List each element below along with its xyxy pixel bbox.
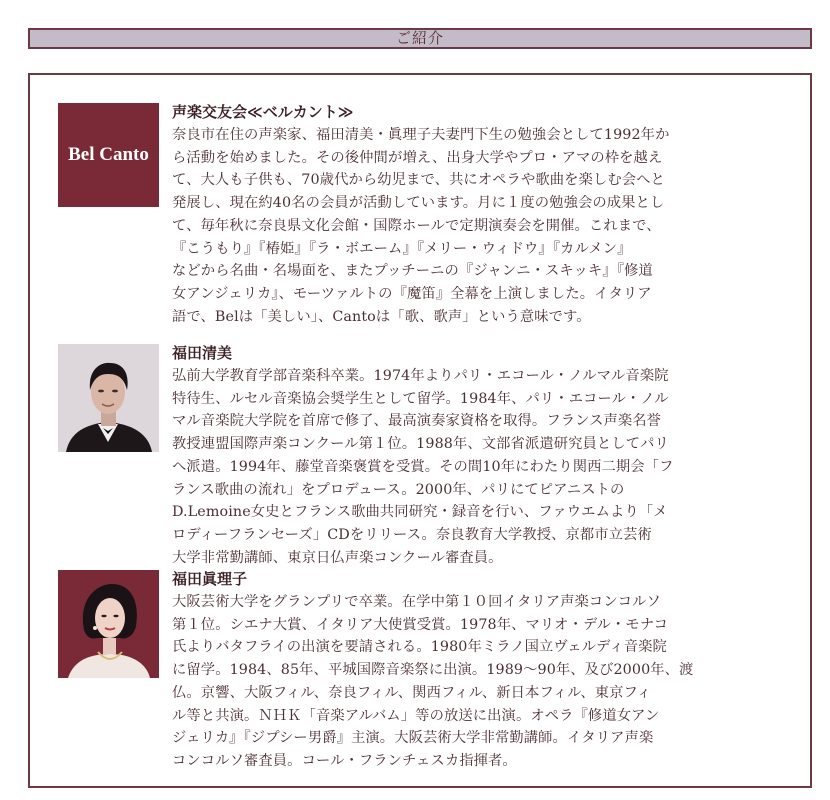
entry-mariko-fukuda — [58, 570, 778, 769]
text-line: 発展し、現在約40名の会員が活動しています。月に１度の勉強会の成果とし — [172, 195, 665, 212]
text-line: 『こうもり』『椿姫』『ラ・ボエーム』『メリー・ウィドウ』『カルメン』 — [172, 240, 632, 257]
text-line: 女アンジェリカ』、モーツァルトの『魔笛』全幕を上演しました。イタリア — [172, 285, 652, 302]
text-line: ら活動を始めました。その後仲間が増え、出身大学やプロ・アマの枠を越え — [172, 149, 663, 166]
text-line: ランス歌曲の流れ」をプロデュース。2000年、パリにてピアニストの — [172, 481, 625, 498]
entry-title: 福田清美 — [172, 344, 233, 362]
entry-title: 声楽交友会≪ベルカント≫ — [172, 103, 354, 121]
text-line: 教授連盟国際声楽コンクール第１位。1988年、文部省派遣研究員としてパリ — [172, 436, 669, 453]
portrait-woman-image — [58, 570, 159, 678]
entry-bel-canto — [58, 103, 778, 325]
text-line: 氏よりバタフライの出演を要請される。1980年ミラノ国立ヴェルディ音楽院 — [172, 639, 667, 656]
portrait-photo — [58, 344, 159, 456]
section-title: ご紹介 — [395, 29, 444, 47]
entry-body — [172, 344, 778, 569]
entry-kiyomi-fukuda — [58, 344, 778, 566]
text-line: 大阪芸術大学をグランプリで卒業。在学中第１０回イタリア声楽コンコルソ — [172, 594, 661, 610]
text-line: に留学。1984、85年、平城国際音楽祭に出演。1989～90年、及び2000年、渡 — [172, 662, 694, 679]
text-line: 大学非常勤講師、東京日仏声楽コンクール審査員。 — [172, 549, 503, 566]
entry-body — [172, 103, 778, 328]
text-line: などから名曲・名場面を、またプッチーニの『ジャンニ・スキッキ』『修道 — [172, 263, 653, 280]
text-line: 特待生、ルセル音楽協会奨学生として留学。1984年、パリ・エコール・ノル — [172, 390, 669, 407]
text-line: コンコルソ審査員。コール・フランチェスカ指揮者。 — [172, 752, 517, 769]
entry-body — [172, 570, 778, 773]
text-line: ル等と共演。ＮＨＫ「音楽アルバム」等の放送に出演。オペラ『修道女アン — [172, 707, 660, 724]
text-line: マル音楽院大学院を首席で修了、最高演奏家資格を取得。フランス声楽名誉 — [172, 413, 662, 430]
entry-description — [172, 124, 778, 328]
entry-description — [172, 365, 778, 569]
text-line: 語で、Belは「美しい」、Cantoは「歌、歌声」という意味です。 — [172, 308, 591, 325]
portrait-man-image — [58, 344, 159, 452]
text-line: て、大人も子供も、70歳代から幼児まで、共にオペラや歌曲を楽しむ会へと — [172, 172, 665, 189]
text-line: て、毎年秋に奈良県文化会館・国際ホールで定期演奏会を開催。これまで、 — [172, 217, 661, 234]
text-line: D.Lemoine女史とフランス歌曲共同研究・録音を行い、ファウエムより「メ — [172, 504, 668, 521]
entry-description — [172, 591, 778, 773]
portrait-photo — [58, 570, 159, 682]
text-line: 奈良市在住の声楽家、福田清美・眞理子夫妻門下生の勉強会として1992年か — [172, 127, 670, 143]
entry-title: 福田眞理子 — [172, 570, 248, 588]
text-line: 第１位。シエナ大賞、イタリア大使賞受賞。1978年、マリオ・デル・モナコ — [172, 616, 669, 633]
text-line: 弘前大学教育学部音楽科卒業。1974年よりパリ・エコール・ノルマル音楽院 — [172, 368, 669, 384]
text-line: ジェリカ』『ジプシー男爵』主演。大阪芸術大学非常勤講師。イタリア声楽 — [172, 730, 654, 747]
section-header-bar — [28, 28, 812, 49]
text-line: 仏。京響、大阪フィル、奈良フィル、関西フィル、新日本フィル、東京フィ — [172, 684, 652, 701]
text-line: へ派遣。1994年、藤堂音楽褒賞を受賞。その間10年にわたり関西二期会「フ — [172, 458, 674, 475]
bel-canto-logo — [58, 103, 159, 207]
text-line: ロディーフランセーズ」CDをリリース。奈良教育大学教授、京都市立芸術 — [172, 526, 652, 543]
logo-text: Bel Canto — [68, 144, 149, 165]
